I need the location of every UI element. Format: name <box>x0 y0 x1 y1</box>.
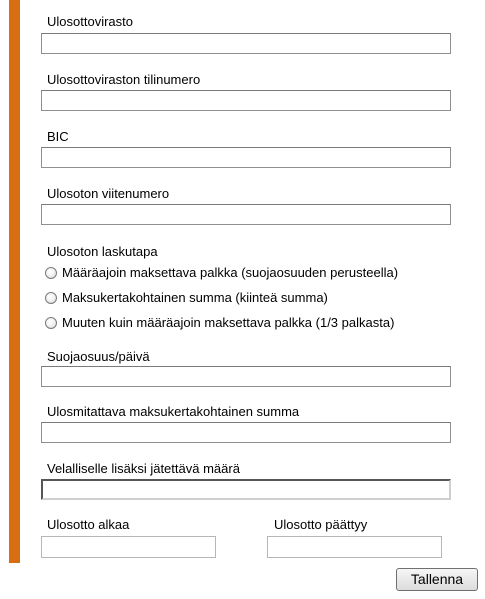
office-account-number-label: Ulosottoviraston tilinumero <box>47 72 201 87</box>
protected-amount-input[interactable] <box>41 366 451 387</box>
save-button[interactable]: Tallenna <box>396 568 478 591</box>
start-date-input[interactable] <box>41 536 216 558</box>
radio-button[interactable] <box>45 317 57 329</box>
radio-button[interactable] <box>45 267 57 279</box>
end-date-label: Ulosotto päättyy <box>274 517 368 532</box>
billing-option-label: Maksukertakohtainen summa (kiinteä summa) <box>62 290 328 305</box>
billing-option-fixed-amount[interactable] <box>45 290 328 306</box>
start-date-label: Ulosotto alkaa <box>47 517 130 532</box>
enforcement-office-input[interactable] <box>41 33 451 54</box>
billing-option-label: Määräajoin maksettava palkka (suojaosuuden perusteella) <box>62 265 399 280</box>
garnished-amount-label: Ulosmitattava maksukertakohtainen summa <box>47 404 300 419</box>
bic-input[interactable] <box>41 147 451 168</box>
bic-label: BIC <box>47 129 69 144</box>
office-account-number-input[interactable] <box>41 90 451 111</box>
billing-option-periodic-salary[interactable] <box>45 265 398 281</box>
debtor-extra-amount-label: Velalliselle lisäksi jätettävä määrä <box>47 461 240 476</box>
billing-option-non-periodic-salary[interactable] <box>45 315 394 331</box>
reference-number-input[interactable] <box>41 204 451 225</box>
garnished-amount-input[interactable] <box>41 422 451 443</box>
debtor-extra-amount-input[interactable] <box>41 479 451 500</box>
billing-method-label: Ulosoton laskutapa <box>47 244 158 259</box>
protected-amount-label: Suojaosuus/päivä <box>47 349 150 364</box>
billing-option-label: Muuten kuin määräajoin maksettava palkka (1/3 palkasta) <box>62 315 395 330</box>
reference-number-label: Ulosoton viitenumero <box>47 186 170 201</box>
radio-button[interactable] <box>45 292 57 304</box>
end-date-input[interactable] <box>267 536 442 558</box>
enforcement-office-label: Ulosottovirasto <box>47 14 133 29</box>
